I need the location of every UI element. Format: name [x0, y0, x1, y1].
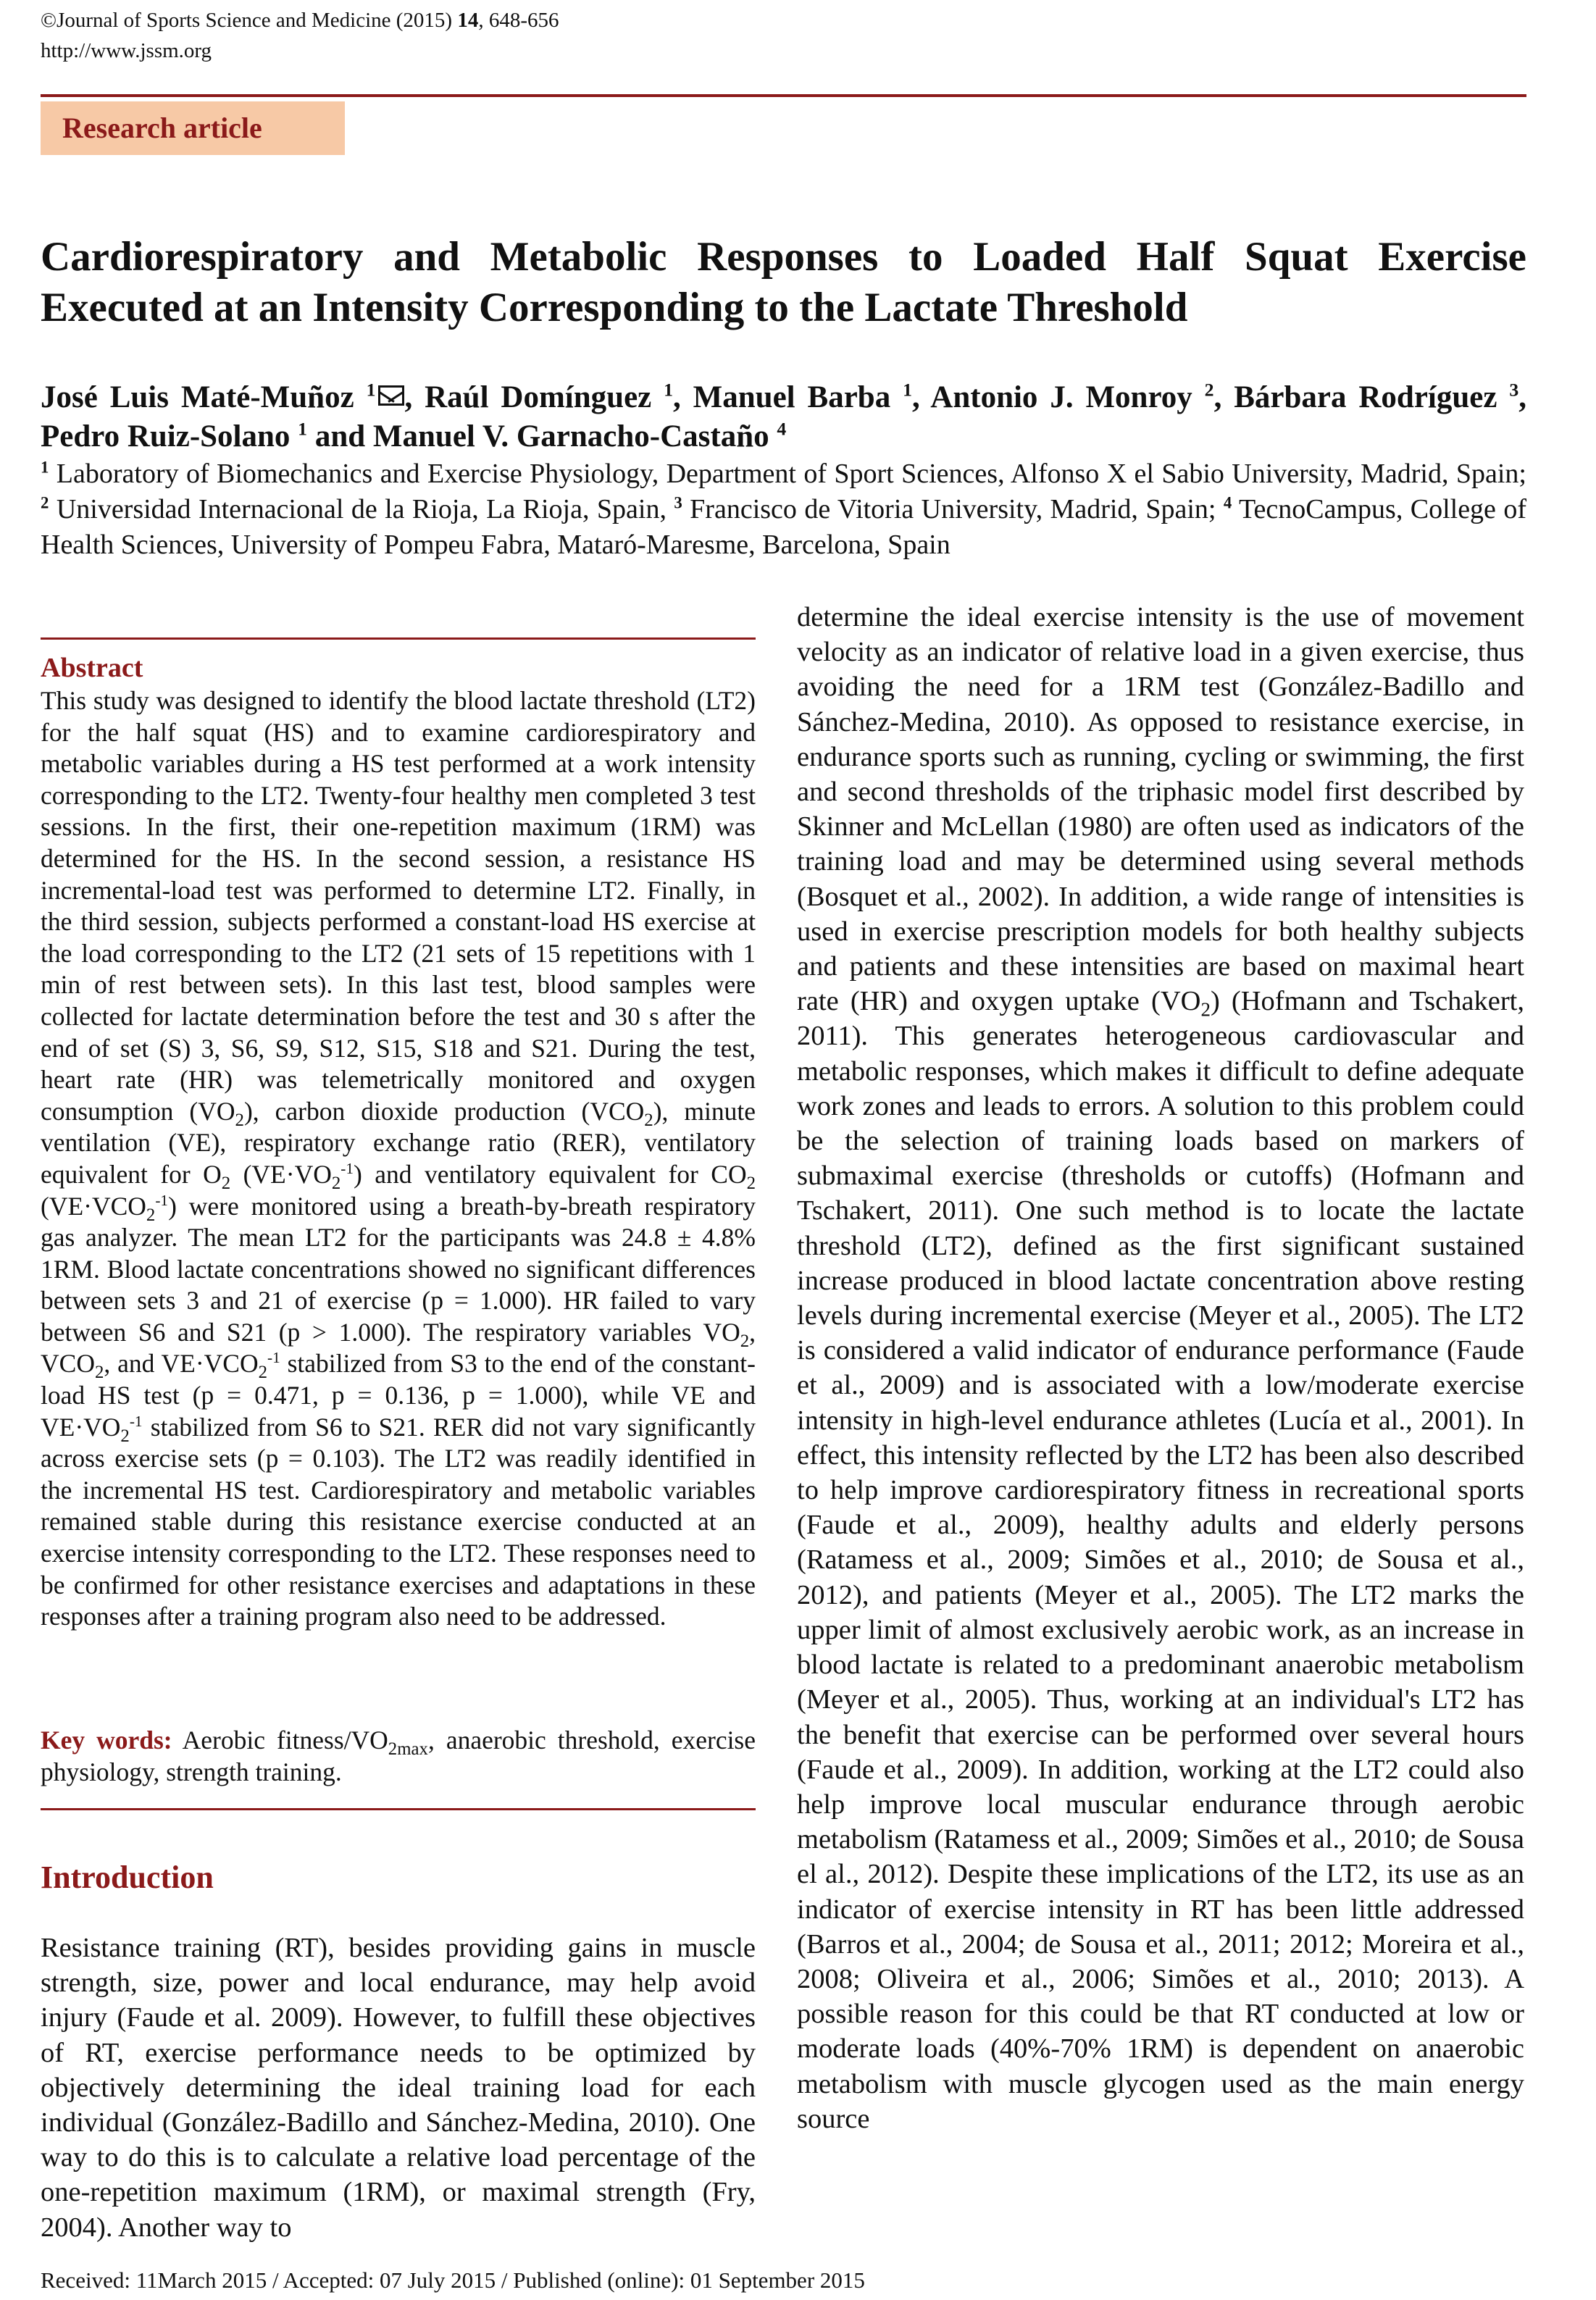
right-column-text — [797, 600, 1524, 2136]
affil-sup: 1 — [41, 458, 49, 477]
abstract-sub: 2 — [740, 1331, 750, 1351]
abstract-run: This study was designed to identify the blood lactate threshold (LT2) for the half squat (HS) and to examine cardiorespiratory and metabolic variables during a HS test performed at a work intensity corresponding to the LT2. Twenty-four healthy men completed 3 test sessions. In the first, their one-repetition maximum (1RM) was determined for the HS. In the second session, a resistance HS incremental-load test was performed to determine LT2. Finally, in the third session, subjects performed a constant-load HS exercise at the load corresponding to the LT2 (21 sets of 15 repetitions with 1 min of rest between sets). In this last test, blood samples were collected for lactate determination before the test and 30 s after the end of set (S) 3, S6, S9, S12, S15, S18 and S21. During the test, heart rate (HR) was telemetrically monitored and oxygen consumption (VO — [41, 686, 756, 1126]
author-name: and Manuel V. Garnacho-Castaño — [307, 419, 769, 453]
abstract-text — [41, 685, 756, 1633]
article-type-label: Research article — [62, 112, 262, 144]
journal-citation — [41, 6, 559, 35]
author-name: , Raúl Domínguez — [404, 380, 652, 414]
keywords — [41, 1724, 756, 1788]
journal-url[interactable]: http://www.jssm.org — [41, 39, 212, 62]
affiliation-text: Francisco de Vitoria University, Madrid, Spain; — [682, 494, 1224, 524]
author-affil-sup: 4 — [777, 418, 787, 440]
abstract-run: stabilized from S6 to S21. RER did not vary significantly across exercise sets (p = 0.103). The LT2 was readily identified in the incremental HS test. Cardiorespiratory and metabolic variables remained stable during this resistance exercise conducted at an exercise intensity corresponding to the LT2. These responses need to be confirmed for other resistance exercises and adaptations in these responses after a training program also need to be addressed. — [41, 1412, 756, 1631]
author-name: , Bárbara Rodríguez — [1213, 380, 1497, 414]
author-name: , Pedro Ruiz-Solano — [41, 380, 1527, 453]
author-name: , Antonio J. Monroy — [912, 380, 1192, 414]
abstract-sub: 2 — [235, 1110, 244, 1130]
title-line: Executed at an Intensity Corresponding to the Lactate Threshold — [41, 285, 1188, 330]
abstract-sup: -1 — [267, 1349, 280, 1367]
section-heading-introduction: Introduction — [41, 1860, 214, 1895]
abstract-run: ) were monitored using a breath-by-breath respiratory gas analyzer. The mean LT2 for the participants was 24.8 ± 4.8% 1RM. Blood lactate concentrations showed no significant differences between sets 3 and 21 of exercise (p = 1.000). HR failed to vary between S6 and S21 (p > 1.000). The respiratory variables VO — [41, 1191, 756, 1347]
author-affil-sup: 3 — [1509, 379, 1519, 401]
keywords-label: Key words: — [41, 1726, 172, 1755]
abstract-sub: 2 — [644, 1110, 653, 1130]
abstract-rule-top — [41, 637, 756, 640]
journal-pages: , 648-656 — [478, 9, 559, 32]
abstract-run: (VE·VO — [230, 1159, 332, 1189]
body-run: ) (Hofmann and Tschakert, 2011). This generates heterogeneous cardiovascular and metabolic responses, which makes it difficult to define adequate work zones and leads to errors. A solution to this problem could be the selection of training loads based on markers of submaximal exercise (thresholds or cutoffs) (Hofmann and Tschakert, 2011). One such method is to locate the lactate threshold (LT2), defined as the first significant sustained increase produced in blood lactate concentration above resting levels during incremental exercise (Meyer et al., 2005). The LT2 is considered a valid indicator of endurance performance (Faude et al., 2009) and is associated with a low/moderate exercise intensity in high-level endurance athletes (Lucía et al., 2001). In effect, this intensity reflected by the LT2 has been also described to help improve cardiorespiratory fitness in recreational sports (Faude et al., 2009), healthy adults and elderly persons (Ratamess et al., 2009; Simões et al., 2010; de Sousa et al., 2012), and patients (Meyer et al., 2005). The LT2 marks the upper limit of almost exclusively aerobic work, as an increase in blood lactate is related to a predominant anaerobic metabolism (Meyer et al., 2005). Thus, working at an individual's LT2 has the benefit that exercise can be performed over several hours (Faude et al., 2009). In addition, working at the LT2 could also help improve local muscular endurance through aerobic metabolism (Ratamess et al., 2009; Simões et al., 2010; de Sousa el al., 2012). Despite these implications of the LT2, its use as an indicator of exercise intensity in RT has been little addressed (Barros et al., 2004; de Sousa et al., 2011; 2012; Moreira et al., 2008; Oliveira et al., 2006; Simões et al., 2010; 2013). A possible reason for this could be that RT conducted at low or moderate loads (40%-70% 1RM) is dependent on anaerobic metabolism with muscle glycogen used as the main energy source — [797, 986, 1524, 2134]
title-line: Cardiorespiratory and Metabolic Responses to Loaded Half Squat Exercise — [41, 234, 1526, 280]
abstract-run: ), minute ventilation (VE), respiratory exchange ratio (RER), ventilatory equivalent for O — [41, 1096, 756, 1189]
affiliations — [41, 456, 1526, 563]
body-sub: 2 — [1200, 998, 1211, 1021]
author-affil-sup: 1 — [903, 379, 913, 401]
abstract-run: , and VE·VCO — [104, 1349, 259, 1379]
affiliation-text: TecnoCampus, College of Health Sciences, University of Pompeu Fabra, Mataró-Maresme, Barcelona, Spain — [41, 494, 1526, 560]
keywords-sub: 2max — [388, 1739, 428, 1760]
abstract-sub: 2 — [258, 1363, 268, 1383]
affil-sup: 4 — [1223, 493, 1232, 512]
keywords-text: , anaerobic threshold, exercise physiology, strength training. — [41, 1726, 756, 1786]
author-affil-sup: 1 — [366, 379, 376, 401]
author-name: José Luis Maté-Muñoz — [41, 380, 354, 414]
affil-sup: 2 — [41, 493, 49, 512]
journal-volume: 14 — [457, 9, 479, 32]
paper-title — [41, 232, 1526, 333]
abstract-sub: 2 — [746, 1174, 756, 1193]
abstract-run: stabilized from S3 to the end of the constant-load HS test (p = 0.471, p = 0.136, p = 1.000), while VE and VE·VO — [41, 1349, 756, 1442]
abstract-sub: 2 — [331, 1174, 341, 1193]
body-run: determine the ideal exercise intensity is the use of movement velocity as an indicator of relative load in a given exercise, thus avoiding the need for a 1RM test (González-Badillo and Sánchez-Medina, 2010). As opposed to resistance exercise, in endurance sports such as running, cycling or swimming, the first and second thresholds of the triphasic model first described by Skinner and McLellan (1980) are often used as indicators of the training load and may be determined using several methods (Bosquet et al., 2002). In addition, a wide range of intensities is used in exercise prescription models for both healthy subjects and patients and these intensities are based on maximal heart rate (HR) and oxygen uptake (VO — [797, 602, 1524, 1017]
author-name: , Manuel Barba — [673, 380, 891, 414]
author-list — [41, 378, 1526, 456]
keywords-text: Aerobic fitness/VO — [172, 1726, 388, 1755]
affil-sup: 3 — [674, 493, 682, 512]
abstract-sub: 2 — [221, 1174, 231, 1193]
abstract-sub: 2 — [120, 1426, 130, 1446]
abstract-sup: -1 — [155, 1191, 169, 1209]
abstract-rule-bottom — [41, 1808, 756, 1810]
abstract-sup: -1 — [129, 1412, 143, 1430]
journal-prefix: ©Journal of Sports Science and Medicine (2015) — [41, 9, 458, 32]
affiliation-text: Laboratory of Biomechanics and Exercise Physiology, Department of Sport Sciences, Alfonso X el Sabio University, Madrid, Spain; — [49, 459, 1526, 489]
abstract-heading: Abstract — [41, 653, 143, 683]
envelope-icon[interactable] — [378, 385, 404, 406]
abstract-sub: 2 — [94, 1363, 104, 1383]
received-dates: Received: 11March 2015 / Accepted: 07 July 2015 / Published (online): 01 September 2015 — [41, 2267, 865, 2293]
abstract-run: , VCO — [41, 1317, 756, 1379]
introduction-text: Resistance training (RT), besides providing gains in muscle strength, size, power and local endurance, may help avoid injury (Faude et al. 2009). However, to fulfill these objectives of RT, exercise performance needs to be optimized by objectively determining the ideal training load for each individual (González-Badillo and Sánchez-Medina, 2010). One way to do this is to calculate a relative load percentage of the one-repetition maximum (1RM), or maximal strength (Fry, 2004). Another way to — [41, 1933, 756, 2243]
abstract-run: (VE·VCO — [41, 1191, 146, 1221]
author-affil-sup: 1 — [298, 418, 308, 440]
abstract-sub: 2 — [146, 1205, 156, 1225]
abstract-run: ), carbon dioxide production (VCO — [243, 1096, 645, 1126]
abstract-sup: -1 — [340, 1160, 354, 1178]
author-affil-sup: 2 — [1204, 379, 1214, 401]
article-type-badge — [41, 101, 345, 155]
author-affil-sup: 1 — [664, 379, 674, 401]
affiliation-text: Universidad Internacional de la Rioja, La Rioja, Spain, — [49, 494, 674, 524]
abstract-run: ) and ventilatory equivalent for CO — [354, 1159, 747, 1189]
header-rule — [41, 94, 1526, 97]
